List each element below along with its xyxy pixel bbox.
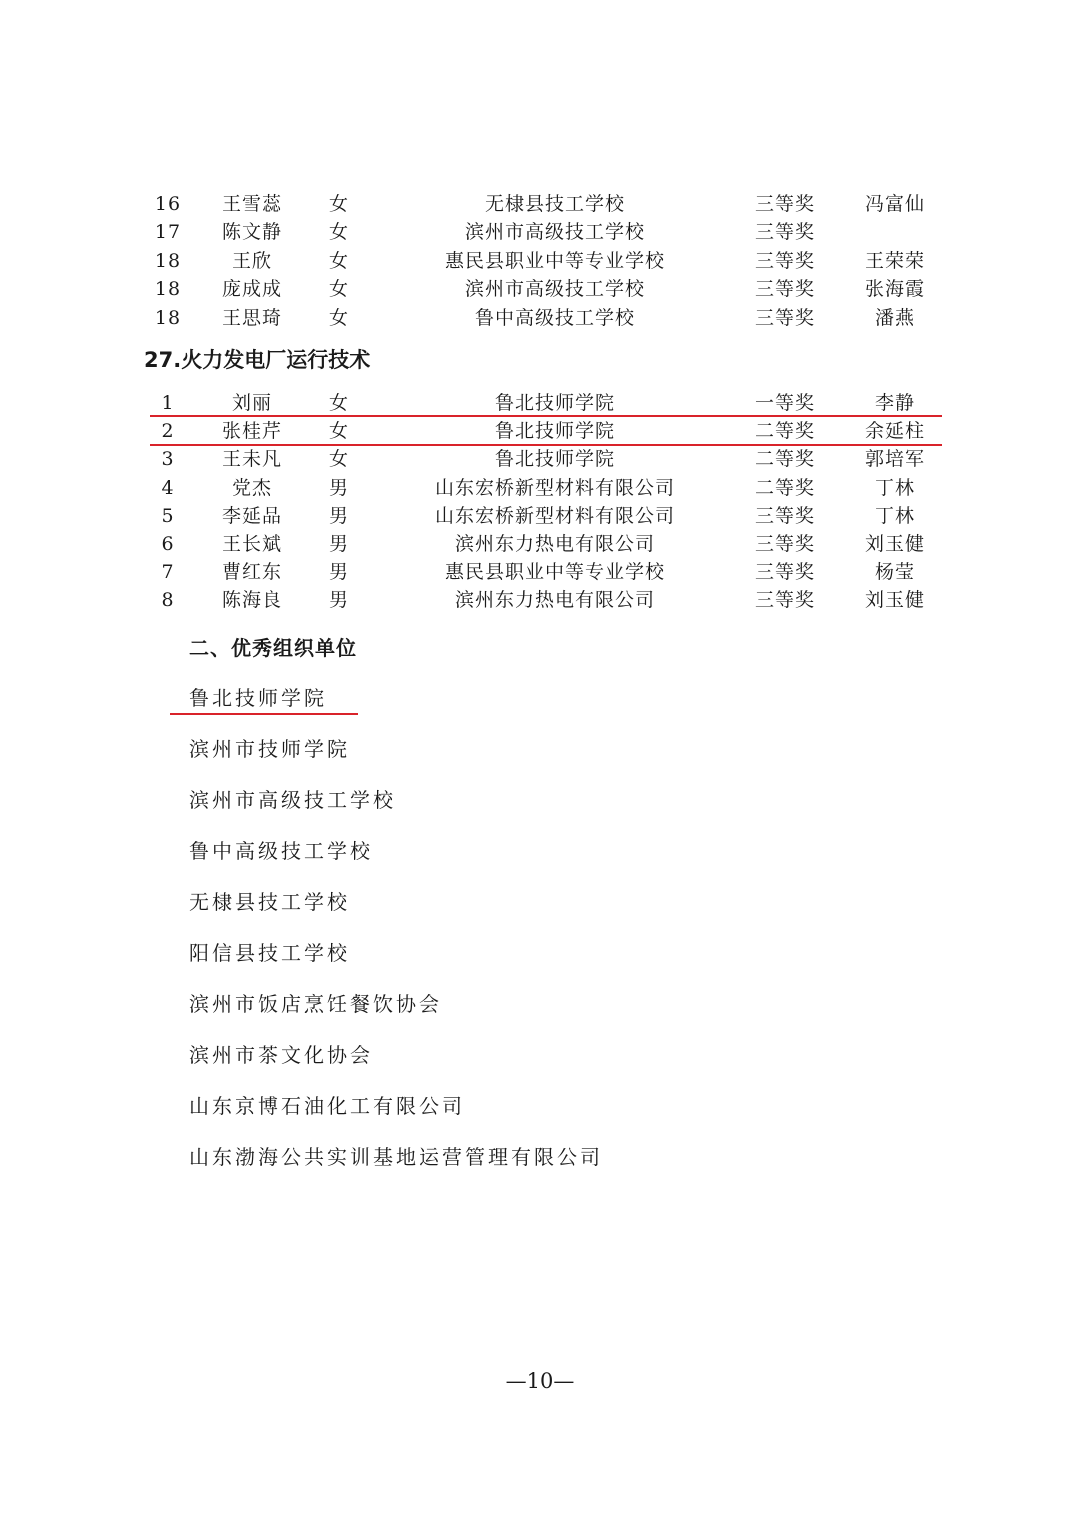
sex-cell: 女 — [328, 307, 350, 329]
sex-cell: 男 — [328, 533, 350, 555]
rank-cell: 18 — [154, 250, 182, 272]
table-row — [0, 275, 1080, 303]
sex-cell: 女 — [328, 392, 350, 414]
org-cell: 惠民县职业中等专业学校 — [444, 561, 666, 583]
sex-cell: 女 — [328, 448, 350, 470]
list-item: 鲁北技师学院 — [189, 686, 327, 710]
name-cell: 王思琦 — [221, 307, 283, 329]
name-cell: 王未凡 — [221, 448, 283, 470]
coach-cell: 李静 — [874, 392, 916, 414]
name-cell: 王雪蕊 — [221, 193, 283, 215]
org-cell: 山东宏桥新型材料有限公司 — [434, 477, 676, 499]
name-cell: 王长斌 — [221, 533, 283, 555]
table-row — [0, 474, 1080, 502]
org-cell: 无棣县技工学校 — [484, 193, 626, 215]
rank-cell: 16 — [154, 193, 182, 215]
coach-cell: 潘燕 — [874, 307, 916, 329]
prize-cell: 二等奖 — [754, 477, 816, 499]
rank-cell: 8 — [161, 589, 175, 611]
page-number: —10— — [505, 1369, 575, 1393]
table-row — [0, 304, 1080, 332]
rank-cell: 2 — [161, 420, 175, 442]
sex-cell: 男 — [328, 505, 350, 527]
table-row — [0, 502, 1080, 530]
coach-cell: 余延柱 — [864, 420, 926, 442]
table-row — [0, 445, 1080, 473]
prize-cell: 三等奖 — [754, 250, 816, 272]
org-cell: 滨州东力热电有限公司 — [454, 589, 656, 611]
sex-cell: 男 — [328, 561, 350, 583]
name-cell: 王欣 — [231, 250, 273, 272]
rank-cell: 5 — [161, 505, 175, 527]
highlight-line-top — [150, 415, 942, 417]
table-row — [0, 389, 1080, 417]
coach-cell: 郭培军 — [864, 448, 926, 470]
prize-cell: 三等奖 — [754, 221, 816, 243]
prize-cell: 二等奖 — [754, 448, 816, 470]
name-cell: 庞成成 — [221, 278, 283, 300]
list-item: 滨州市茶文化协会 — [189, 1043, 373, 1067]
org-cell: 鲁北技师学院 — [494, 420, 616, 442]
sex-cell: 女 — [328, 420, 350, 442]
table-row — [0, 417, 1080, 445]
prize-cell: 三等奖 — [754, 505, 816, 527]
prize-cell: 三等奖 — [754, 193, 816, 215]
sex-cell: 女 — [328, 278, 350, 300]
rank-cell: 18 — [154, 307, 182, 329]
sex-cell: 男 — [328, 477, 350, 499]
coach-cell: 丁林 — [874, 505, 916, 527]
name-cell: 陈文静 — [221, 221, 283, 243]
list-item: 滨州市饭店烹饪餐饮协会 — [189, 992, 442, 1016]
table-row — [0, 586, 1080, 614]
list-item: 鲁中高级技工学校 — [189, 839, 373, 863]
list-item: 阳信县技工学校 — [189, 941, 350, 965]
rank-cell: 6 — [161, 533, 175, 555]
table-row — [0, 190, 1080, 218]
section-27-heading: 27.火力发电厂运行技术 — [144, 348, 371, 372]
org-cell: 鲁中高级技工学校 — [474, 307, 636, 329]
name-cell: 曹红东 — [221, 561, 283, 583]
sex-cell: 女 — [328, 221, 350, 243]
rank-cell: 4 — [161, 477, 175, 499]
org-cell: 滨州市高级技工学校 — [464, 278, 646, 300]
prize-cell: 三等奖 — [754, 278, 816, 300]
rank-cell: 3 — [161, 448, 175, 470]
list-item: 山东渤海公共实训基地运营管理有限公司 — [189, 1145, 603, 1169]
name-cell: 刘丽 — [231, 392, 273, 414]
prize-cell: 二等奖 — [754, 420, 816, 442]
table-row — [0, 247, 1080, 275]
name-cell: 党杰 — [231, 477, 273, 499]
prize-cell: 三等奖 — [754, 307, 816, 329]
org-cell: 惠民县职业中等专业学校 — [444, 250, 666, 272]
prize-cell: 三等奖 — [754, 589, 816, 611]
name-cell: 张桂芹 — [221, 420, 283, 442]
sex-cell: 女 — [328, 193, 350, 215]
rank-cell: 18 — [154, 278, 182, 300]
coach-cell: 杨莹 — [874, 561, 916, 583]
list-item: 山东京博石油化工有限公司 — [189, 1094, 465, 1118]
prize-cell: 三等奖 — [754, 561, 816, 583]
coach-cell: 冯富仙 — [864, 193, 926, 215]
name-cell: 陈海良 — [221, 589, 283, 611]
coach-cell: 刘玉健 — [864, 589, 926, 611]
highlight-line-bottom — [150, 444, 942, 446]
rank-cell: 7 — [161, 561, 175, 583]
table-row — [0, 530, 1080, 558]
highlight-underline — [170, 713, 358, 715]
table-row — [0, 218, 1080, 246]
list-item: 滨州市高级技工学校 — [189, 788, 396, 812]
coach-cell: 刘玉健 — [864, 533, 926, 555]
prize-cell: 一等奖 — [754, 392, 816, 414]
org-cell: 鲁北技师学院 — [494, 392, 616, 414]
name-cell: 李延品 — [221, 505, 283, 527]
coach-cell: 王荣荣 — [864, 250, 926, 272]
org-cell: 鲁北技师学院 — [494, 448, 616, 470]
list-item: 无棣县技工学校 — [189, 890, 350, 914]
section-2-heading: 二、优秀组织单位 — [189, 636, 357, 660]
sex-cell: 女 — [328, 250, 350, 272]
table-row — [0, 558, 1080, 586]
org-cell: 山东宏桥新型材料有限公司 — [434, 505, 676, 527]
org-cell: 滨州东力热电有限公司 — [454, 533, 656, 555]
list-item: 滨州市技师学院 — [189, 737, 350, 761]
sex-cell: 男 — [328, 589, 350, 611]
org-cell: 滨州市高级技工学校 — [464, 221, 646, 243]
coach-cell: 丁林 — [874, 477, 916, 499]
rank-cell: 17 — [154, 221, 182, 243]
rank-cell: 1 — [161, 392, 175, 414]
coach-cell: 张海霞 — [864, 278, 926, 300]
prize-cell: 三等奖 — [754, 533, 816, 555]
